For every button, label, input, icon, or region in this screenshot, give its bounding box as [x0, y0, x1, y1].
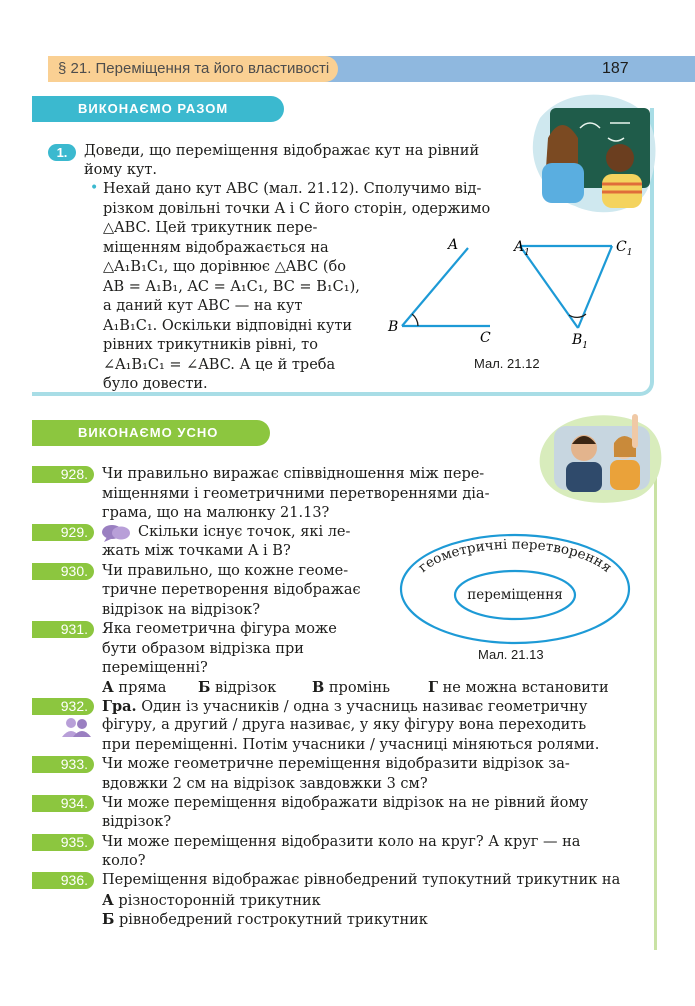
task-929-line: жать між точками A і B?	[102, 543, 291, 559]
page-number: 187	[602, 60, 629, 77]
game-label: Гра.	[102, 698, 137, 715]
oral-ribbon	[32, 420, 270, 446]
option-931-d: Г не можна встановити	[428, 679, 609, 696]
label-C: C	[480, 330, 491, 346]
task-930-line: тричне перетворення відображає	[102, 582, 361, 598]
oral-ribbon-label: ВИКОНАЄМО УСНО	[78, 425, 219, 440]
label-B1: $B_1$	[572, 332, 589, 351]
task-number-933: 933.	[32, 756, 94, 773]
inner-ellipse-label: переміщення	[467, 587, 563, 603]
task-928-line: міщеннями і геометричними перетвореннями діа-	[102, 486, 490, 502]
bullet-icon: •	[90, 180, 99, 196]
task-number-930: 930.	[32, 563, 94, 580]
label-B: B	[388, 319, 399, 335]
task-933-line: Чи може геометричне переміщення відобразити відрізок за-	[102, 756, 570, 772]
task-935-line: Чи може переміщення відобразити коло на круг? А круг — на	[102, 834, 581, 850]
task-934-line: Чи може переміщення відображати відрізок на не рівний йому	[102, 795, 589, 811]
outer-ellipse-label: геометричні перетворення	[415, 536, 615, 576]
task-936-line: Переміщення відображає рівнобедрений тупокутний трикутник на	[102, 872, 621, 888]
task-930-line: відрізок на відрізок?	[102, 602, 260, 618]
oral-side-rule	[654, 450, 657, 950]
together-ribbon-label: ВИКОНАЄМО РАЗОМ	[78, 101, 229, 116]
figure-21-12	[380, 228, 640, 358]
figure-caption-21-13: Мал. 21.13	[478, 647, 544, 662]
task-931-line: Яка геометрична фігура може	[102, 621, 337, 637]
proof-line: AB = A₁B₁, AC = A₁C₁, BC = B₁C₁),	[103, 279, 360, 295]
option-936-b: Б рівнобедрений гострокутний трикутник	[102, 911, 428, 928]
task-932-line: Гра. Один із учасників / одна з учасниць називає геометричну	[102, 698, 588, 715]
task-930-line: Чи правильно, що кожне геоме-	[102, 563, 349, 579]
task-935-line: коло?	[102, 853, 146, 869]
proof-line: рівних трикутників рівні, то	[103, 337, 318, 353]
task-934-line: відрізок?	[102, 814, 172, 830]
angle-arc-ABC	[412, 314, 418, 326]
task-number-931: 931.	[32, 621, 94, 638]
task-number-934: 934.	[32, 795, 94, 812]
task-line-1: Доведи, що переміщення відображає кут на рівний	[84, 143, 480, 159]
option-931-c: В промінь	[312, 679, 391, 696]
task-929-line: Скільки існує точок, які ле-	[138, 524, 351, 540]
task-928-line: грама, що на малюнку 21.13?	[102, 505, 330, 521]
students-illustration	[536, 408, 664, 504]
pair-work-icon	[60, 716, 94, 738]
task-932-line: фігуру, а другий / друга називає, у яку фігуру вона переходить	[102, 717, 587, 733]
together-ribbon	[32, 96, 284, 122]
figure-21-13	[392, 527, 638, 647]
task-number-932: 932.	[32, 698, 94, 715]
proof-line: △A₁B₁C₁, що дорівнює △ABC (бо	[103, 259, 346, 275]
section-title: § 21. Переміщення та його властивості	[58, 60, 330, 77]
task-932-line: при переміщенні. Потім учасники / учасниці міняються ролями.	[102, 737, 600, 753]
proof-line: A₁B₁C₁. Оскільки відповідні кути	[103, 318, 353, 334]
label-A: A	[448, 237, 459, 253]
task-number-936: 936.	[32, 872, 94, 889]
label-A1: $A_1$	[514, 239, 530, 258]
proof-line: △ABC. Цей трикутник пере-	[103, 220, 318, 236]
task-933-line: вдовжки 2 см на відрізок завдовжки 3 см?	[102, 776, 428, 792]
task-number-929: 929.	[32, 524, 94, 541]
proof-line: ∠A₁B₁C₁ = ∠ABC. А це й треба	[103, 357, 336, 373]
proof-line: різком довільні точки A і C його сторін, одержимо	[103, 201, 491, 217]
proof-line: міщенням відображається на	[103, 240, 329, 256]
task-number-928: 928.	[32, 466, 94, 483]
proof-line: Нехай дано кут ABC (мал. 21.12). Сполучимо від-	[103, 181, 482, 197]
label-C1: $C_1$	[616, 239, 633, 258]
discussion-icon	[101, 524, 131, 542]
option-936-a: А різносторонній трикутник	[102, 892, 321, 909]
task-number-935: 935.	[32, 834, 94, 851]
task-931-line: бути образом відрізка при	[102, 641, 304, 657]
task-number-badge: 1.	[48, 144, 76, 161]
option-931-b: Б відрізок	[198, 679, 277, 696]
proof-line: а даний кут ABC — на кут	[103, 298, 303, 314]
task-928-line: Чи правильно виражає співвідношення між пере-	[102, 466, 485, 482]
proof-line: було довести.	[103, 376, 208, 392]
task-931-line: переміщенні?	[102, 660, 208, 676]
task-line-2: йому кут.	[84, 162, 158, 178]
figure-caption-21-12: Мал. 21.12	[474, 356, 540, 371]
option-931-a: А пряма	[102, 679, 167, 696]
classroom-illustration	[520, 88, 660, 218]
